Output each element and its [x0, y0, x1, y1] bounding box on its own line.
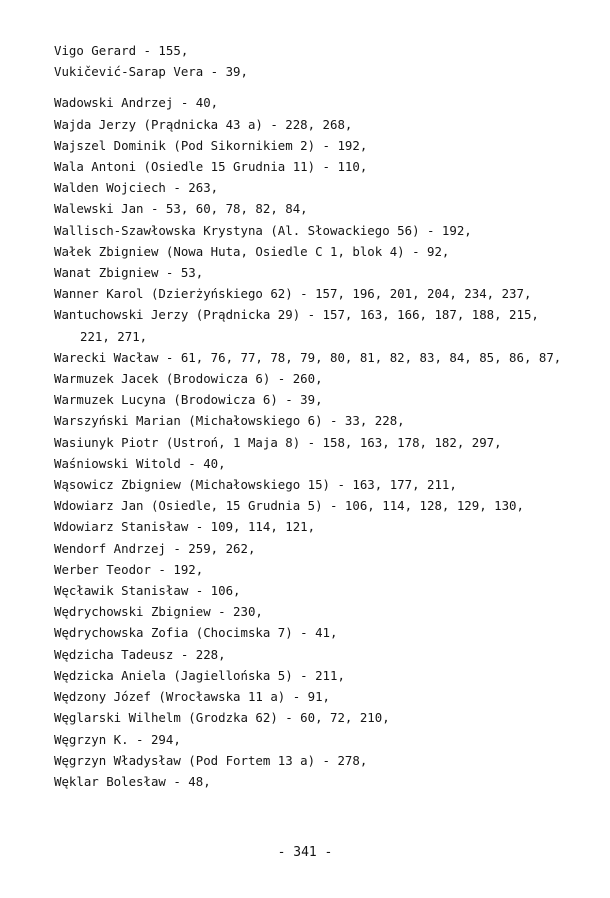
- index-entry: Wałek Zbigniew (Nowa Huta, Osiedle C 1, blok 4) - 92,: [54, 243, 450, 259]
- index-entry: Wdowiarz Stanisław - 109, 114, 121,: [54, 519, 316, 535]
- index-entry: Wędzony Józef (Wrocławska 11 a) - 91,: [54, 689, 331, 705]
- index-entry: Wajszel Dominik (Pod Sikornikiem 2) - 192,: [54, 137, 368, 153]
- index-entry: Warmuzek Lucyna (Brodowicza 6) - 39,: [54, 392, 323, 408]
- index-entry: Wąsowicz Zbigniew (Michałowskiego 15) - 163, 177, 211,: [54, 477, 457, 493]
- index-entry: Węklar Bolesław - 48,: [54, 773, 211, 789]
- index-group-w: [54, 92, 574, 792]
- index-entry: Wantuchowski Jerzy (Prądnicka 29) - 157, 163, 166, 187, 188, 215, 221, 271,: [54, 307, 539, 344]
- index-entry: Wajda Jerzy (Prądnicka 43 a) - 228, 268,: [54, 116, 353, 132]
- index-entry: Werber Teodor - 192,: [54, 561, 204, 577]
- index-entry: Węgrzyn K. - 294,: [54, 731, 181, 747]
- index-group-v: [54, 40, 574, 82]
- index-entry: Węgrzyn Władysław (Pod Fortem 13 a) - 278,: [54, 752, 368, 768]
- index-entry: Warecki Wacław - 61, 76, 77, 78, 79, 80, 81, 82, 83, 84, 85, 86, 87,: [54, 349, 562, 365]
- index-entry: Walewski Jan - 53, 60, 78, 82, 84,: [54, 201, 308, 217]
- index-entry: Warmuzek Jacek (Brodowicza 6) - 260,: [54, 371, 323, 387]
- group-gap: [54, 82, 574, 92]
- index-entry: Wasiunyk Piotr (Ustroń, 1 Maja 8) - 158, 163, 178, 182, 297,: [54, 434, 502, 450]
- index-entry: Warszyński Marian (Michałowskiego 6) - 33, 228,: [54, 413, 405, 429]
- index-entry: Wdowiarz Jan (Osiedle, 15 Grudnia 5) - 106, 114, 128, 129, 130,: [54, 498, 524, 514]
- index-entry: Wallisch-Szawłowska Krystyna (Al. Słowackiego 56) - 192,: [54, 222, 472, 238]
- index-entry: Wędrychowska Zofia (Chocimska 7) - 41,: [54, 625, 338, 641]
- index-entry: Wanat Zbigniew - 53,: [54, 265, 204, 281]
- index-entry: Waśniowski Witold - 40,: [54, 455, 226, 471]
- index-entry: Wędrychowski Zbigniew - 230,: [54, 604, 263, 620]
- index-entry: Węglarski Wilhelm (Grodzka 62) - 60, 72, 210,: [54, 710, 390, 726]
- page-number: - 341 -: [277, 845, 333, 860]
- index-entry: Wadowski Andrzej - 40,: [54, 95, 219, 111]
- index-entry: Wędzicka Aniela (Jagiellońska 5) - 211,: [54, 667, 345, 683]
- index-page: [54, 40, 574, 792]
- index-entry: Wala Antoni (Osiedle 15 Grudnia 11) - 110,: [54, 159, 368, 175]
- index-entry: Węcławik Stanisław - 106,: [54, 583, 241, 599]
- index-entry: Vukičević-Sarap Vera - 39,: [54, 64, 248, 80]
- index-entry: Vigo Gerard - 155,: [54, 43, 189, 58]
- index-entry: Walden Wojciech - 263,: [54, 180, 219, 196]
- index-entry: Wędzicha Tadeusz - 228,: [54, 646, 226, 662]
- index-entry: Wanner Karol (Dzierżyńskiego 62) - 157, 196, 201, 204, 234, 237,: [54, 286, 532, 302]
- index-entry: Wendorf Andrzej - 259, 262,: [54, 540, 256, 556]
